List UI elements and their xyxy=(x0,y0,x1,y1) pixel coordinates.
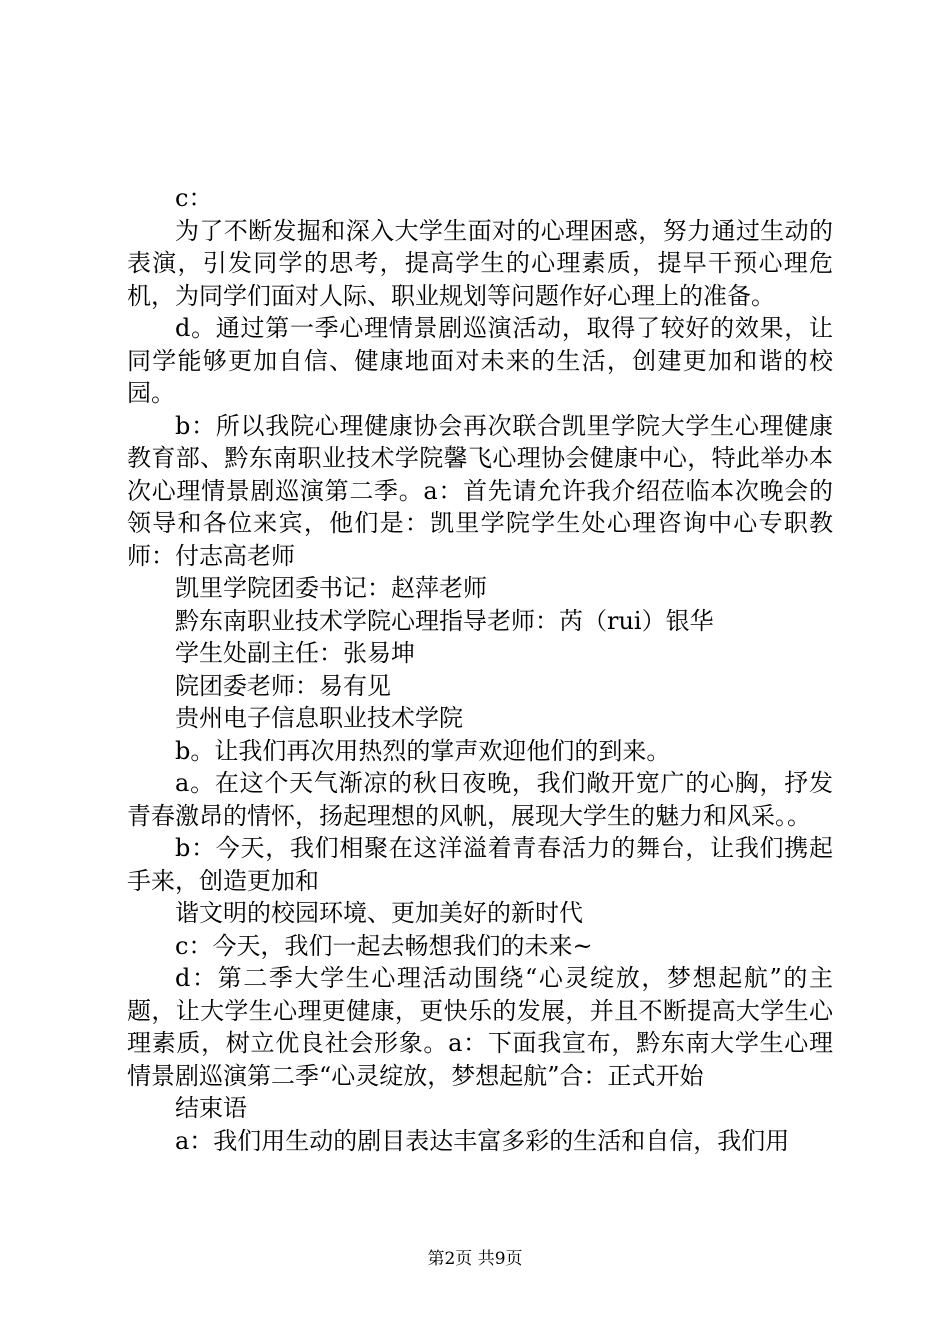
paragraph-4: b：所以我院心理健康协会再次联合凯里学院大学生心理健康教育部、黔东南职业技术学院馨飞心理协会健康中心，特此举办本次心理情景剧巡演第二季。a：首先请允许我介绍莅临本次晚会的领导和各位来宾，他们是：凯里学院学生处心理咨询中心专职教师：付志高老师 xyxy=(127,411,833,570)
paragraph-13: 谐文明的校园环境、更加美好的新时代 xyxy=(175,899,583,927)
paragraph-6: 黔东南职业技术学院心理指导老师：芮（rui）银华 xyxy=(175,606,714,635)
paragraph-16: 结束语 xyxy=(175,1094,247,1122)
page-number-footer: 第2页 共9页 xyxy=(427,1249,523,1269)
paragraph-12: b：今天，我们相聚在这洋溢着青春活力的舞台，让我们携起手来，创造更加和 xyxy=(127,834,833,895)
paragraph-1: c： xyxy=(175,184,213,212)
document-body xyxy=(127,182,833,1157)
paragraph-11: a。在这个天气渐凉的秋日夜晚，我们敞开宽广的心胸，抒发青春激昂的情怀，扬起理想的风帆，展现大学生的魅力和风采。。 xyxy=(127,769,833,830)
paragraph-7: 学生处副主任：张易坤 xyxy=(175,639,415,667)
paragraph-14: c：今天，我们一起去畅想我们的未来~ xyxy=(175,931,593,960)
paragraph-15: d：第二季大学生心理活动围绕“心灵绽放，梦想起航”的主题，让大学生心理更健康，更快乐的发展，并且不断提高大学生心理素质，树立优良社会形象。a：下面我宣布，黔东南大学生心理情景剧巡演第二季“心灵绽放，梦想起航”合：正式开始 xyxy=(127,964,833,1090)
paragraph-9: 贵州电子信息职业技术学院 xyxy=(175,704,463,732)
paragraph-8: 院团委老师：易有见 xyxy=(175,671,391,700)
paragraph-5: 凯里学院团委书记：赵萍老师 xyxy=(175,574,487,602)
paragraph-2: 为了不断发掘和深入大学生面对的心理困惑，努力通过生动的表演，引发同学的思考，提高学生的心理素质，提早干预心理危机，为同学们面对人际、职业规划等问题作好心理上的准备。 xyxy=(127,216,833,310)
paragraph-3: d。通过第一季心理情景剧巡演活动，取得了较好的效果，让同学能够更加自信、健康地面对未来的生活，创建更加和谐的校园。 xyxy=(127,314,833,407)
paragraph-17: a：我们用生动的剧目表达丰富多彩的生活和自信，我们用 xyxy=(175,1126,790,1155)
paragraph-10: b。让我们再次用热烈的掌声欢迎他们的到来。 xyxy=(175,736,671,765)
